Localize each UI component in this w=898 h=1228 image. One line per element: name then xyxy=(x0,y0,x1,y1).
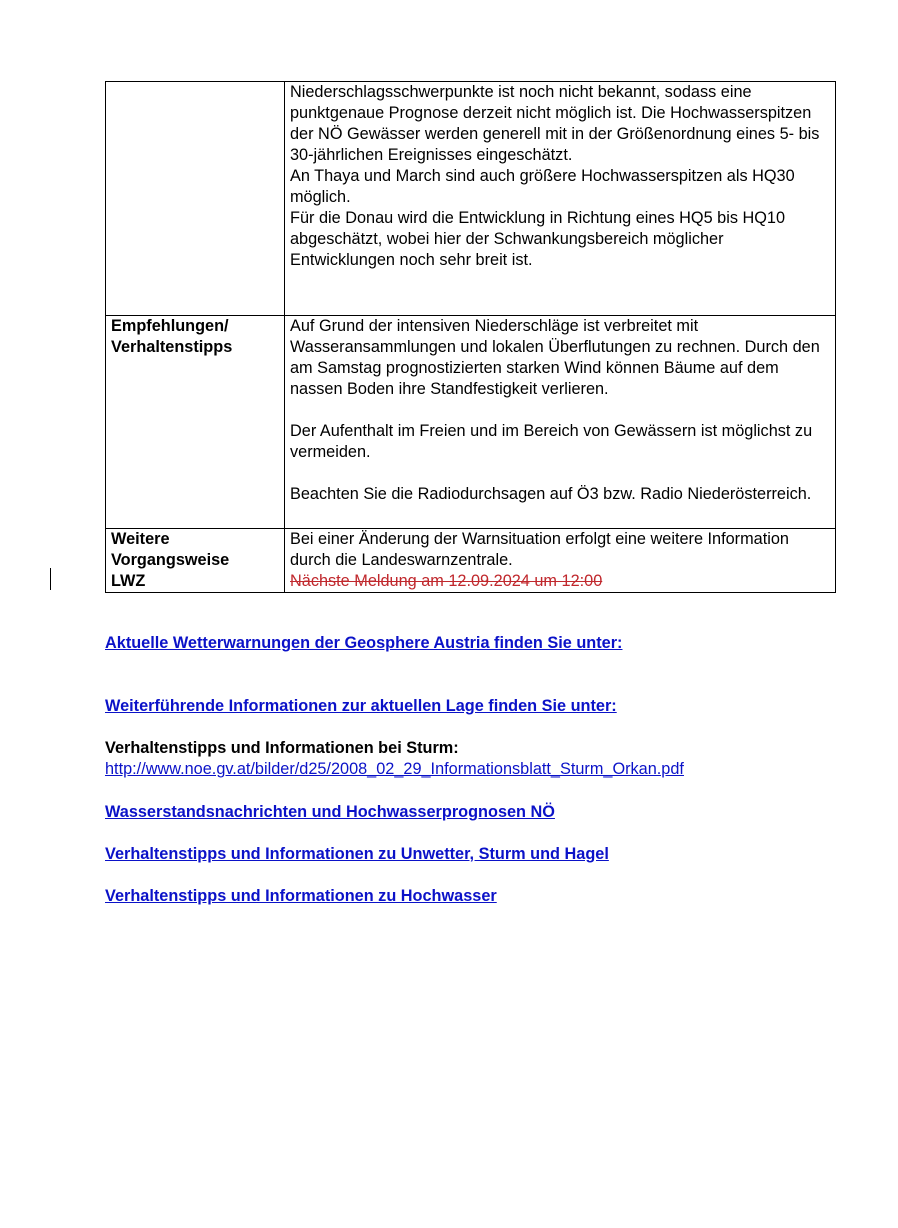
recommendations-label-line-1: Empfehlungen/ xyxy=(111,317,229,335)
table-row xyxy=(106,529,836,593)
geosphere-warnings-link[interactable]: Aktuelle Wetterwarnungen der Geosphere Austria finden Sie unter: xyxy=(105,634,623,652)
procedure-text-cell xyxy=(285,529,836,593)
table-row xyxy=(106,316,836,529)
recommendation-paragraph-1: Auf Grund der intensiven Niederschläge ist verbreitet mit Wasseransammlungen und lokalen Überflutungen zu rechnen. Durch den am Samstag prognostizierten starken Wind können Bäume auf dem nassen Boden ihre Standfestigkeit verlieren. xyxy=(290,317,820,398)
recommendation-paragraph-2: Der Aufenthalt im Freien und im Bereich von Gewässern ist möglichst zu vermeiden. xyxy=(290,422,813,461)
forecast-paragraph-1: Niederschlagsschwerpunkte ist noch nicht bekannt, sodass eine punktgenaue Prognose derzeit nicht möglich ist. Die Hochwasserspitzen der NÖ Gewässer werden generell mit in der Größenordnung eines 5- bis 30-jährlichen Ereignisses eingeschätzt. xyxy=(290,83,820,164)
row-label-empty xyxy=(106,82,285,316)
forecast-paragraph-2: An Thaya und March sind auch größere Hochwasserspitzen als HQ30 möglich. xyxy=(290,167,795,206)
recommendations-text-cell xyxy=(285,316,836,529)
procedure-label-line-1: Weitere xyxy=(111,530,170,548)
revision-change-bar xyxy=(50,568,51,590)
severe-weather-tips-link[interactable]: Verhaltenstipps und Informationen zu Unwetter, Sturm und Hagel xyxy=(105,845,609,863)
procedure-paragraph: Bei einer Änderung der Warnsituation erfolgt eine weitere Information durch die Landeswarnzentrale. xyxy=(290,530,789,569)
recommendations-label-cell xyxy=(106,316,285,529)
storm-tips-heading: Verhaltenstipps und Informationen bei Sturm: xyxy=(105,739,459,757)
recommendations-label-line-2: Verhaltenstipps xyxy=(111,338,233,356)
procedure-label-line-2: Vorgangsweise xyxy=(111,551,230,569)
paragraph-spacer xyxy=(290,400,830,421)
procedure-label-line-3: LWZ xyxy=(111,572,146,590)
table-row xyxy=(106,82,836,316)
storm-info-pdf-link[interactable]: http://www.noe.gv.at/bilder/d25/2008_02_29_Informationsblatt_Sturm_Orkan.pdf xyxy=(105,760,684,778)
forecast-details-cell xyxy=(285,82,836,316)
struck-next-report-notice: Nächste Meldung am 12.09.2024 um 12:00 xyxy=(290,572,603,590)
forecast-paragraph-3: Für die Donau wird die Entwicklung in Richtung eines HQ5 bis HQ10 abgeschätzt, wobei hier der Schwankungsbereich möglicher Entwicklungen noch sehr breit ist. xyxy=(290,209,786,269)
water-level-forecast-link[interactable]: Wasserstandsnachrichten und Hochwasserprognosen NÖ xyxy=(105,803,555,821)
further-information-link[interactable]: Weiterführende Informationen zur aktuellen Lage finden Sie unter: xyxy=(105,697,617,715)
paragraph-spacer xyxy=(290,463,830,484)
flood-tips-link[interactable]: Verhaltenstipps und Informationen zu Hochwasser xyxy=(105,887,497,905)
warning-info-table xyxy=(105,81,836,593)
procedure-label-cell xyxy=(106,529,285,593)
recommendation-paragraph-3: Beachten Sie die Radiodurchsagen auf Ö3 bzw. Radio Niederösterreich. xyxy=(290,485,812,503)
